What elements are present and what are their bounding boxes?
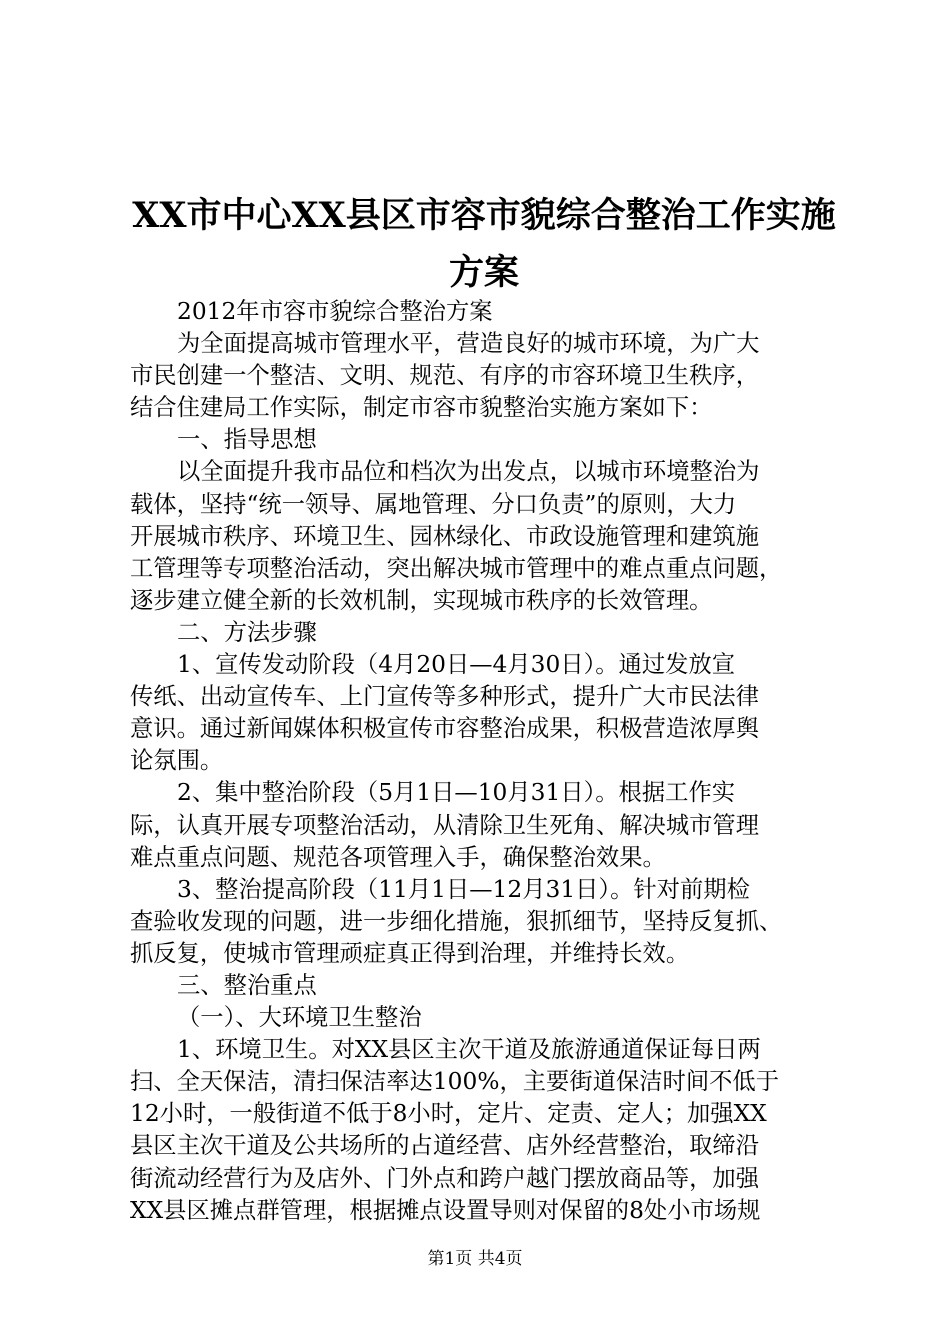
document-title-line-2: 方案 bbox=[448, 252, 519, 293]
paragraph-line: 扫、全天保洁，清扫保洁率达100%，主要街道保洁时间不低于 bbox=[130, 1068, 780, 1096]
paragraph-line: 1、宣传发动阶段（4月20日—4月30日）。通过发放宣 bbox=[177, 651, 736, 679]
paragraph-line: 市民创建一个整洁、文明、规范、有序的市容环境卫生秩序， bbox=[130, 362, 760, 390]
document-title-line-1: XX市中心XX县区市容市貌综合整治工作实施 bbox=[132, 195, 836, 236]
section-heading: 二、方法步骤 bbox=[177, 618, 317, 646]
paragraph-line: 以全面提升我市品位和档次为出发点，以城市环境整治为 bbox=[177, 458, 760, 486]
paragraph-line: 查验收发现的问题，进一步细化措施，狠抓细节，坚持反复抓、 bbox=[130, 907, 783, 935]
page-number-footer: 第1页 共4页 bbox=[427, 1249, 523, 1269]
paragraph-line: 1、环境卫生。对XX县区主次干道及旅游通道保证每日两 bbox=[177, 1036, 761, 1064]
paragraph-line: 论氛围。 bbox=[130, 747, 224, 775]
paragraph-line: 为全面提高城市管理水平，营造良好的城市环境，为广大 bbox=[177, 330, 760, 358]
subsection-heading: （一）、大环境卫生整治 bbox=[177, 1004, 422, 1032]
paragraph-line: 结合住建局工作实际，制定市容市貌整治实施方案如下： bbox=[130, 394, 713, 422]
paragraph-line: 2012年市容市貌综合整治方案 bbox=[177, 298, 493, 325]
paragraph-line: 工管理等专项整治活动，突出解决城市管理中的难点重点问题， bbox=[130, 554, 783, 582]
paragraph-line: 2、集中整治阶段（5月1日—10月31日）。根据工作实 bbox=[177, 779, 736, 807]
paragraph-line: 抓反复，使城市管理顽症真正得到治理，并维持长效。 bbox=[130, 939, 690, 967]
paragraph-line: 难点重点问题、规范各项管理入手，确保整治效果。 bbox=[130, 843, 666, 871]
paragraph-line: 3、整治提高阶段（11月1日—12月31日）。针对前期检 bbox=[177, 875, 750, 903]
document-body bbox=[130, 296, 838, 1227]
section-heading: 三、整治重点 bbox=[177, 971, 317, 999]
paragraph-line: 载体，坚持“统一领导、属地管理、分口负责”的原则，大力 bbox=[130, 490, 737, 518]
paragraph-line: 开展城市秩序、环境卫生、园林绿化、市政设施管理和建筑施 bbox=[130, 522, 760, 550]
paragraph-line: 12小时，一般街道不低于8小时，定片、定责、定人；加强XX bbox=[130, 1100, 767, 1128]
paragraph-line: 逐步建立健全新的长效机制，实现城市秩序的长效管理。 bbox=[130, 586, 713, 614]
section-heading: 一、指导思想 bbox=[177, 426, 317, 454]
paragraph-line: 街流动经营行为及店外、门外点和跨户越门摆放商品等，加强 bbox=[130, 1164, 760, 1192]
paragraph-line: 县区主次干道及公共场所的占道经营、店外经营整治，取缔沿 bbox=[130, 1132, 760, 1160]
paragraph-line: 意识。通过新闻媒体积极宣传市容整治成果，积极营造浓厚舆 bbox=[130, 715, 760, 743]
paragraph-line: 际，认真开展专项整治活动，从清除卫生死角、解决城市管理 bbox=[130, 811, 760, 839]
paragraph-line: XX县区摊点群管理，根据摊点设置导则对保留的8处小市场规 bbox=[130, 1196, 761, 1224]
paragraph-line: 传纸、出动宣传车、上门宣传等多种形式，提升广大市民法律 bbox=[130, 683, 760, 711]
